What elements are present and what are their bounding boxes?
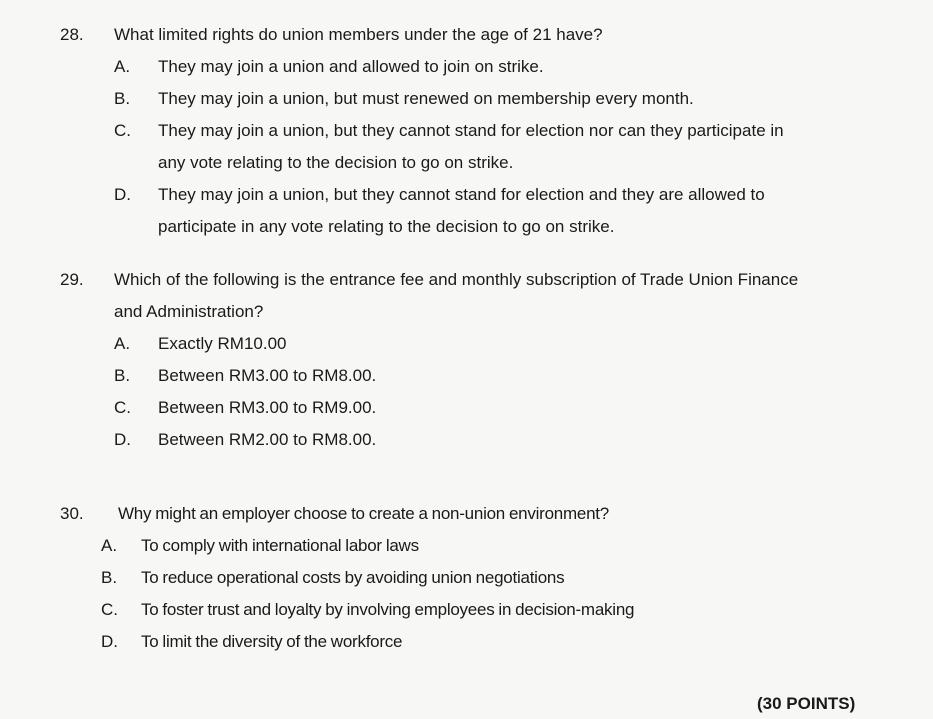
option-letter: B. <box>101 568 118 587</box>
option-letter: A. <box>114 57 131 76</box>
option-text: Between RM3.00 to RM9.00. <box>158 398 377 417</box>
option-letter: C. <box>114 398 131 417</box>
option-text: To comply with international labor laws <box>141 536 419 555</box>
option-letter: B. <box>114 366 131 385</box>
option-text: To reduce operational costs by avoiding union negotiations <box>141 568 565 587</box>
option-letter: D. <box>101 632 118 651</box>
option-letter: A. <box>101 536 118 555</box>
option-text: To foster trust and loyalty by involving employees in decision-making <box>141 600 635 619</box>
option-letter: D. <box>114 430 131 449</box>
option-letter: B. <box>114 89 131 108</box>
question-text: Which of the following is the entrance fee and monthly subscription of Trade Union Finance <box>114 270 799 289</box>
question-text: What limited rights do union members under the age of 21 have? <box>114 25 603 44</box>
option-letter: C. <box>101 600 118 619</box>
question-text-continued: and Administration? <box>114 302 264 321</box>
question-number: 28. <box>60 25 84 44</box>
option-text: They may join a union, but they cannot stand for election and they are allowed to <box>158 185 765 204</box>
option-text: They may join a union, but they cannot stand for election nor can they participate in <box>158 121 784 140</box>
option-text: Between RM2.00 to RM8.00. <box>158 430 377 449</box>
option-letter: A. <box>114 334 131 353</box>
option-text: To limit the diversity of the workforce <box>141 632 403 651</box>
question-number: 29. <box>60 270 84 289</box>
option-letter: D. <box>114 185 131 204</box>
option-text: Between RM3.00 to RM8.00. <box>158 366 377 385</box>
question-text: Why might an employer choose to create a non-union environment? <box>118 504 609 523</box>
option-text-continued: participate in any vote relating to the decision to go on strike. <box>158 217 615 236</box>
option-text: Exactly RM10.00 <box>158 334 287 353</box>
question-number: 30. <box>60 504 84 523</box>
option-text-continued: any vote relating to the decision to go on strike. <box>158 153 514 172</box>
option-letter: C. <box>114 121 131 140</box>
option-text: They may join a union and allowed to join on strike. <box>158 57 544 76</box>
option-text: They may join a union, but must renewed on membership every month. <box>158 89 694 108</box>
points-label: (30 POINTS) <box>757 694 856 713</box>
